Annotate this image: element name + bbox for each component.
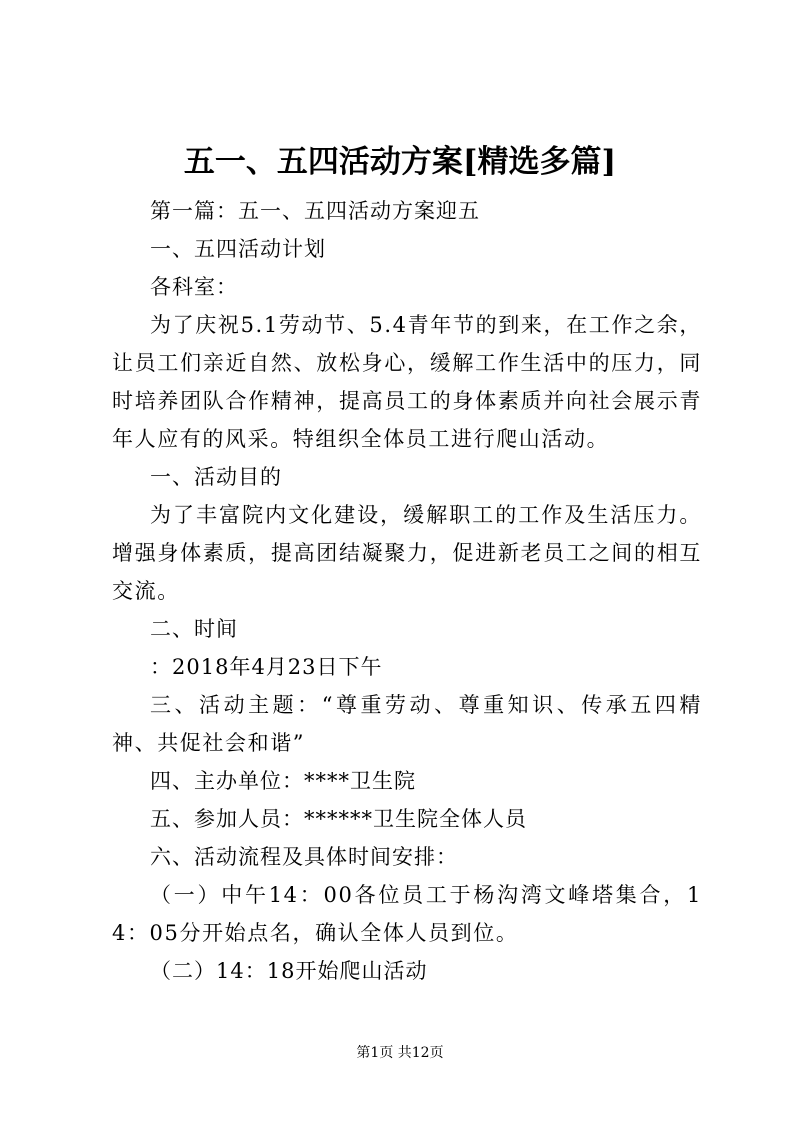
paragraph-purpose-heading: 一、活动目的 bbox=[150, 465, 282, 489]
paragraph-plan-heading: 一、五四活动计划 bbox=[150, 237, 326, 261]
paragraph-salutation: 各科室： bbox=[150, 275, 238, 299]
document-title: 五一、五四活动方案[精选多篇] bbox=[183, 144, 617, 180]
paragraph-purpose: 为了丰富院内文化建设，缓解职工的工作及生活压力。增强身体素质，提高团结凝聚力，促进新老员工之间的相互交流。 bbox=[112, 503, 702, 603]
paragraph-theme: 三、活动主题：“尊重劳动、尊重知识、传承五四精神、共促社会和谐” bbox=[112, 693, 702, 755]
paragraph-time-heading: 二、时间 bbox=[150, 617, 238, 641]
paragraph-intro: 为了庆祝5.1劳动节、5.4青年节的到来，在工作之余，让员工们亲近自然、放松身心，缓解工作生活中的压力，同时培养团队合作精神，提高员工的身体素质并向社会展示青年人应有的风采。特组织全体员工进行爬山活动。 bbox=[112, 313, 702, 451]
page-footer: 第1页 共12页 bbox=[356, 1045, 444, 1061]
paragraph-organizer: 四、主办单位：****卫生院 bbox=[150, 769, 416, 793]
paragraph-time: ：2018年4月23日下午 bbox=[150, 655, 383, 679]
paragraph-chapter-heading: 第一篇：五一、五四活动方案迎五 bbox=[150, 199, 480, 223]
document-body bbox=[112, 192, 702, 990]
paragraph-schedule-heading: 六、活动流程及具体时间安排： bbox=[150, 845, 458, 869]
paragraph-schedule-step-1: （一）中午14：00各位员工于杨沟湾文峰塔集合，14：05分开始点名，确认全体人员到位。 bbox=[112, 883, 702, 945]
paragraph-schedule-step-2: （二）14：18开始爬山活动 bbox=[150, 959, 428, 983]
paragraph-participants: 五、参加人员：******卫生院全体人员 bbox=[150, 807, 527, 831]
